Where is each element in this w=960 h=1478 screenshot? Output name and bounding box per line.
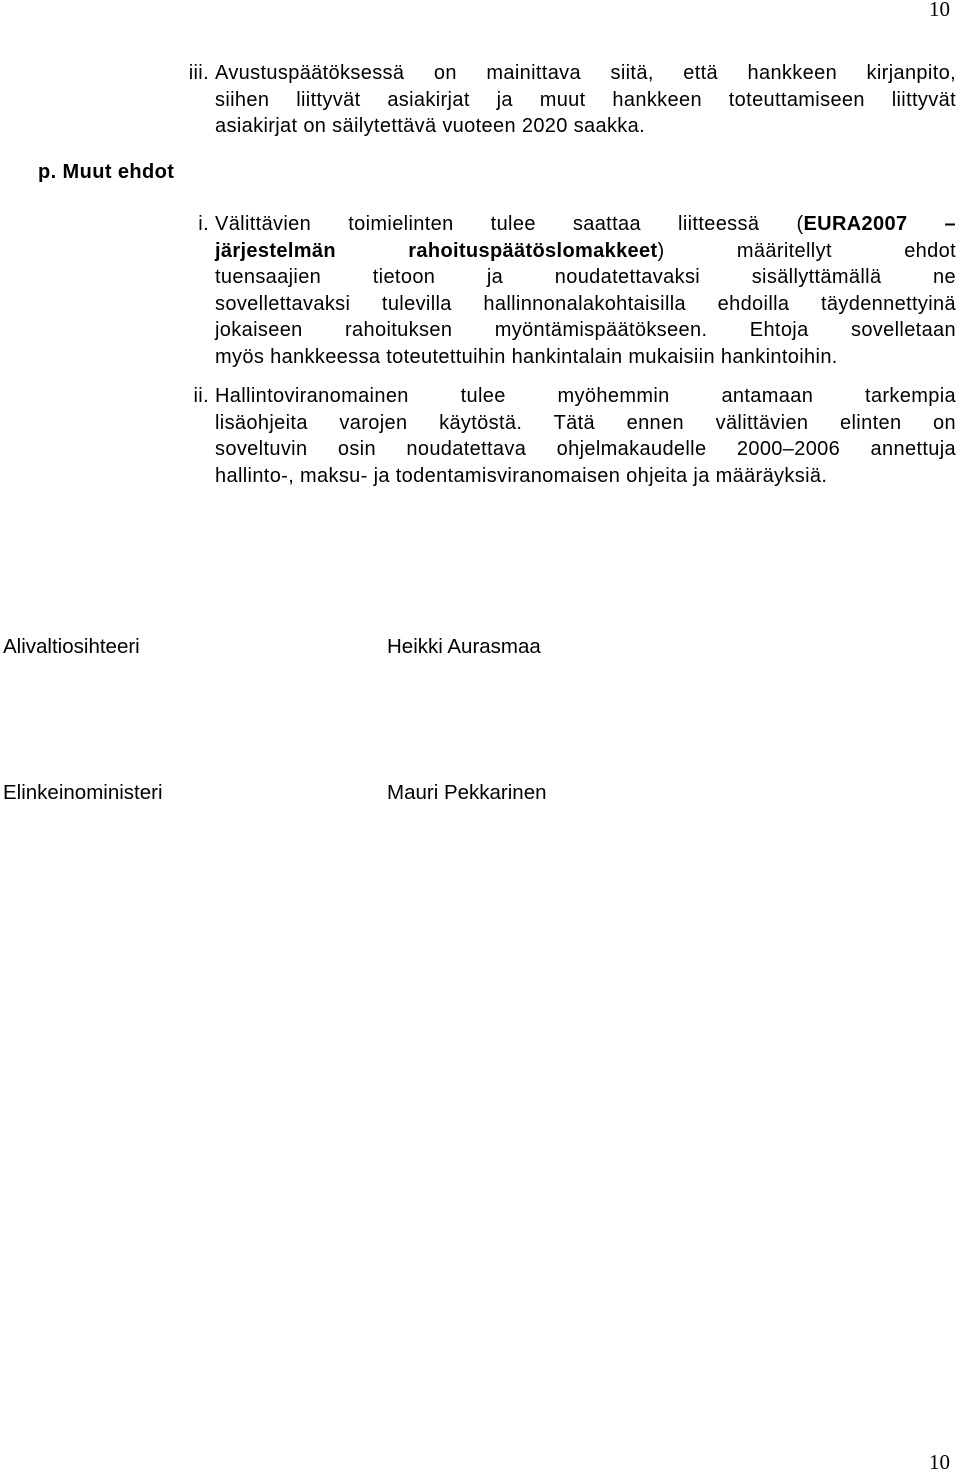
list-item-iii: [188, 60, 956, 140]
paragraph-line: asiakirjat on säilytettävä vuoteen 2020 saakka.: [215, 115, 646, 137]
paragraph-line: [215, 238, 956, 265]
inline-bold: EURA2007 –: [803, 213, 956, 235]
signature-name: Mauri Pekkarinen: [387, 781, 547, 804]
inline-bold: järjestelmän rahoituspäätöslomakkeet: [215, 239, 658, 262]
paragraph-line: hallinto-, maksu- ja todentamisviranomaisen ohjeita ja määräyksiä.: [215, 464, 828, 487]
paragraph-line: [215, 211, 956, 238]
paragraph-line: siihen liittyvät asiakirjat ja muut hankkeen toteuttamiseen liittyvät: [215, 88, 956, 111]
paragraph-line: soveltuvin osin noudatettava ohjelmakaudelle 2000–2006 annettuja: [215, 438, 956, 460]
inline-text: ) määritellyt ehdot: [657, 239, 956, 262]
page-number-top: 10: [929, 0, 950, 21]
list-item-ii: [193, 383, 956, 489]
list-item-i: [198, 211, 956, 370]
paragraph-line: jokaiseen rahoituksen myöntämispäätökseen. Ehtoja sovelletaan: [215, 319, 956, 341]
signature-name: Heikki Aurasmaa: [387, 635, 541, 658]
paragraph-line: lisäohjeita varojen käytöstä. Tätä ennen välittävien elinten on: [215, 411, 956, 434]
paragraph-line: sovellettavaksi tulevilla hallinnonalakohtaisilla ehdoilla täydennettyinä: [215, 292, 956, 315]
signature-title: Alivaltiosihteeri: [3, 635, 140, 658]
list-number-i: i.: [198, 213, 209, 235]
list-number-iii: iii.: [188, 62, 209, 84]
paragraph-line: Hallintoviranomainen tulee myöhemmin antamaan tarkempia: [215, 385, 956, 407]
list-number-ii: ii.: [193, 385, 209, 407]
paragraph-line: tuensaajien tietoon ja noudatettavaksi sisällyttämällä ne: [215, 266, 956, 288]
inline-text: Välittävien toimielinten tulee saattaa liitteessä (: [215, 213, 804, 235]
signature-title: Elinkeinoministeri: [3, 781, 163, 804]
section-heading: p. Muut ehdot: [38, 161, 175, 183]
paragraph-line: myös hankkeessa toteutettuihin hankintalain mukaisiin hankintoihin.: [215, 345, 838, 368]
paragraph-line: Avustuspäätöksessä on mainittava siitä, että hankkeen kirjanpito,: [215, 62, 956, 84]
page-number-bottom: 10: [929, 1450, 950, 1474]
